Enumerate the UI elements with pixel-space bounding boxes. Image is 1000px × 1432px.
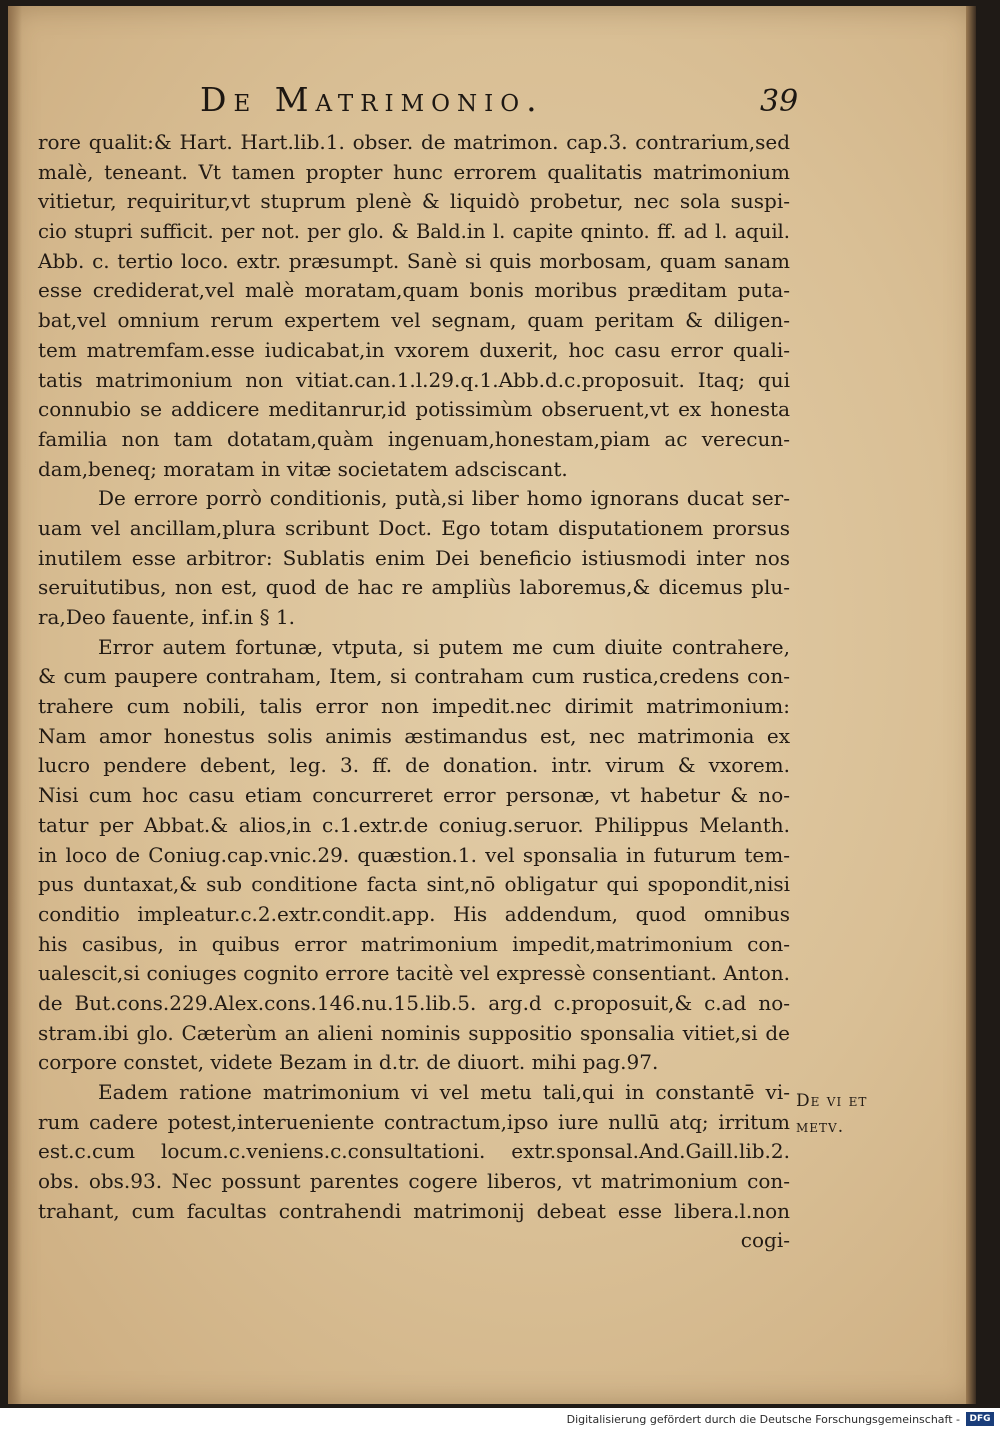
text-line: seruitutibus, non est, quod de hac re ampliùs laboremus,& dicemus plu- <box>38 575 790 600</box>
text-line: De errore porrò conditionis, putà,si liber homo ignorans ducat ser- <box>98 486 790 511</box>
text-line: conditio impleatur.c.2.extr.condit.app. His addendum, quod omnibus <box>38 901 790 926</box>
text-line: connubio se addicere meditanrur,id potissimùm obseruent,vt ex honesta <box>38 397 790 422</box>
text-line: stram.ibi glo. Cæterùm an alieni nominis suppositio sponsalia vitiet,si de <box>38 1020 790 1045</box>
marginal-note-line: metv. <box>796 1117 845 1137</box>
catchword: cogi- <box>740 1228 790 1253</box>
text-line: inutilem esse arbitror: Sublatis enim Dei beneficio istiusmodi inter nos <box>38 545 790 570</box>
text-line: Eadem ratione matrimonium vi vel metu tali,qui in constantē vi- <box>98 1080 790 1104</box>
marginal-note <box>796 1088 867 1140</box>
text-line: ualescit,si coniuges cognito errore tacitè vel expressè consentiant. Anton. <box>38 961 790 986</box>
text-line: pus duntaxat,& sub conditione facta sint,nō obligatur qui spopondit,nisi <box>38 872 790 897</box>
text-line: ra,Deo fauente, inf.in § 1. <box>38 605 296 629</box>
text-line: Abb. c. tertio loco. extr. præsumpt. Sanè si quis morbosam, quam sanam <box>38 248 790 273</box>
text-line: Error autem fortunæ, vtputa, si putem me cum diuite contrahere, <box>98 634 790 659</box>
text-line: familia non tam dotatam,quàm ingenuam,honestam,piam ac verecun- <box>38 426 790 451</box>
text-line: rore qualit:& Hart. Hart.lib.1. obser. de matrimon. cap.3. contrarium,sed <box>38 130 790 154</box>
text-line: corpore constet, videte Bezam in d.tr. de diuort. mihi pag.97. <box>38 1050 659 1075</box>
text-line: malè, teneant. Vt tamen propter hunc errorem qualitatis matrimonium <box>38 159 790 184</box>
text-line: his casibus, in quibus error matrimonium impedit,matrimonium con- <box>38 931 790 956</box>
text-line: Nisi cum hoc casu etiam concurreret error personæ, vt habetur & no- <box>38 783 790 808</box>
text-line: tatur per Abbat.& alios,in c.1.extr.de coniug.seruor. Philippus Melanth. <box>38 812 790 837</box>
text-line: obs. obs.93. Nec possunt parentes cogere liberos, vt matrimonium con- <box>38 1169 790 1194</box>
text-line: cio stupri sufficit. per not. per glo. & Bald.in l. capite qninto. ff. ad l. aquil. <box>38 220 790 244</box>
text-line: bat,vel omnium rerum expertem vel segnam, quam peritam & diligen- <box>38 308 790 333</box>
text-line: trahere cum nobili, talis error non impedit.nec dirimit matrimonium: <box>38 694 790 719</box>
text-line: tatis matrimonium non vitiat.can.1.l.29.q.1.Abb.d.c.proposuit. Itaq; qui <box>38 367 790 392</box>
page-gutter-shadow <box>8 6 22 1404</box>
text-line: de But.cons.229.Alex.cons.146.nu.15.lib.5. arg.d c.proposuit,& c.ad no- <box>38 990 790 1015</box>
text-line: trahant, cum facultas contrahendi matrimonij debeat esse libera.l.non <box>38 1198 790 1223</box>
text-line: lucro pendere debent, leg. 3. ff. de donation. intr. virum & vxorem. <box>38 753 790 778</box>
text-line: in loco de Coniug.cap.vnic.29. quæstion.1. vel sponsalia in futurum tem- <box>38 842 790 867</box>
text-line: uam vel ancillam,plura scribunt Doct. Ego totam disputationem prorsus <box>38 515 790 540</box>
text-line: dam,beneq; moratam in vitæ societatem adsciscant. <box>38 456 568 481</box>
body-text <box>38 128 790 1256</box>
text-line: tem matremfam.esse iudicabat,in vxorem duxerit, hoc casu error quali- <box>38 337 790 362</box>
page-number: 39 <box>760 84 799 119</box>
running-head: De Matrimonio. <box>200 80 544 119</box>
text-line: Nam amor honestus solis animis æstimandus est, nec matrimonia ex <box>38 723 790 748</box>
text-line: esse crediderat,vel malè moratam,quam bonis moribus præditam puta- <box>38 278 790 303</box>
digitization-footer <box>0 1408 1000 1432</box>
text-line: rum cadere potest,interueniente contractum,ipso iure nullū atq; irritum <box>38 1109 790 1134</box>
text-line: vitietur, requiritur,vt stuprum plenè & liquidò probetur, nec sola suspi- <box>38 189 790 214</box>
funding-notice: Digitalisierung gefördert durch die Deutsche Forschungsgemeinschaft - <box>566 1413 960 1426</box>
marginal-note-line: De vi et <box>796 1091 868 1111</box>
text-line: est.c.cum locum.c.veniens.c.consultationi. extr.sponsal.And.Gaill.lib.2. <box>38 1139 790 1164</box>
page-edge <box>966 6 976 1404</box>
text-line: & cum paupere contraham, Item, si contraham cum rustica,credens con- <box>38 664 790 689</box>
dfg-logo: DFG <box>966 1412 994 1426</box>
